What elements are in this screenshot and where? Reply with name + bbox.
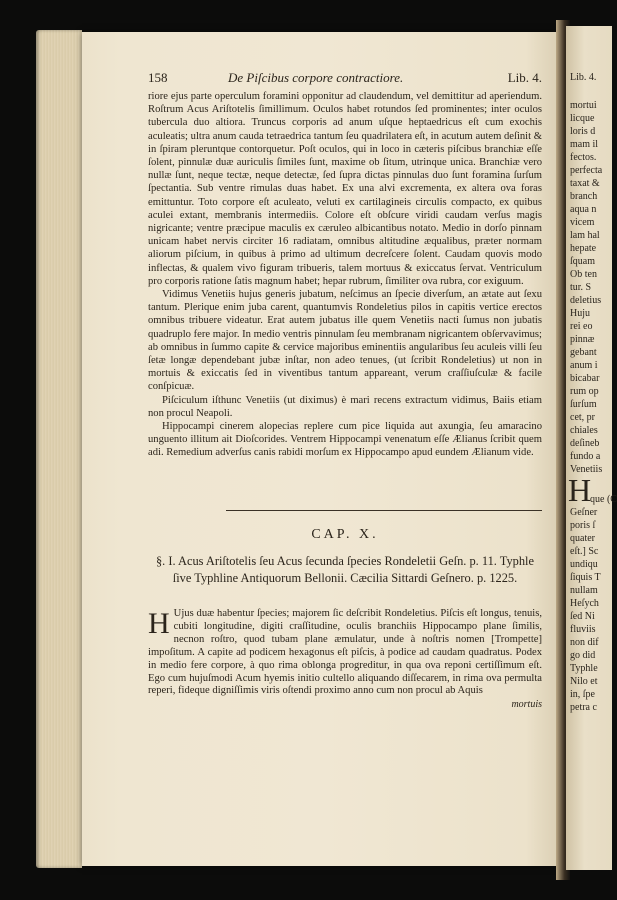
paragraph: riore ejus parte operculum foramini opponitur ad claudendum, vel demittitur ad aperiendum. Roſtrum Acus Ariſtotelis ſimillimum. Oculos habet rotundos ſed prominentes; inter oculos tubercula duo altiora. Truncus corporis ad anum uſque heptaedricus eſt cum exochis aculeatis; ultra anum cauda tetraedrica tantum ſeu quadrilatera eſt, in acutum autem deſinit & in ſpiram pleruntque contorquetur. Poſt oculos, qui in loco in cæteris piſcibus branchiæ eſſe ſolent, pinnulæ duæ auriculis ſimiles ſunt, maxime ob ſitum, utrinque unica. Branchiæ vero nullæ ſunt, neque tectæ, neque detectæ, ſed ſupra dictas pinnulas duo ſunt foramina ſurſum ſpectantia. Sub ventre rimulas duas habet. Ex una alvi excrementa, ex altera ova foras emittuntur. Toto corpore eſt aculeato, veluti ex cartilagineis circulis compacto, ex quibus aculei extant, membranis intermediis. Colore eſt obſcure viridi caudam verſus magis nigricante; ventre præcipue maculis ex cæruleo albicantibus notato. Medio in dorſo pinnam unicam habet nervis circiter 16 radiatam, omnibus altitudine æqualibus, præter normam aliorum piſcium, in quibus à primo ad ultimum decreſcere ſolent. Caudam quovis modo inflectas, & qualem vivo figuram tribueris, talem mortuus & exiccatus ſervat. Ventriculum pro corporis ratione ſatis magnum habet; hepar rubrum, ſimiliter ova rubra, cor exiguum. (148, 91, 542, 287)
facing-line: nullam (570, 585, 598, 596)
facing-line: fundo a (570, 451, 601, 462)
facing-line: que (C (590, 494, 617, 505)
facing-line: deletius (570, 295, 602, 306)
facing-line: mam il (570, 139, 599, 150)
facing-line: licque (570, 113, 595, 124)
facing-line: non dif (570, 637, 599, 648)
section-rule (226, 510, 542, 511)
facing-line: rum op (570, 386, 599, 397)
facing-line: vicem (570, 217, 595, 228)
page-edges (36, 30, 82, 868)
chapter-subheading: §. I. Acus Ariſtotelis ſeu Acus ſecunda ſpecies Rondeletii Geſn. p. 11. Typhle ſive Typhline Antiquorum Bellonii. Cæcilia Sittardi Geſnero. p. 1225. (155, 554, 534, 585)
facing-line: fluviis (570, 624, 596, 635)
drop-cap: H (148, 607, 170, 640)
running-title: De Piſcibus corpore contractiore. (228, 70, 404, 85)
facing-drop-cap: H (568, 472, 592, 508)
facing-line: ſquam (570, 256, 595, 267)
page-number: 158 (148, 70, 168, 85)
facing-line: eſt.] Sc (570, 546, 599, 557)
facing-line: in, ſpe (570, 689, 595, 700)
facing-line: anum i (570, 360, 598, 371)
facing-line: petra c (570, 702, 597, 713)
facing-line: tur. S (570, 282, 592, 293)
facing-line: mortui (570, 100, 597, 111)
facing-line: ſiquis T (570, 572, 601, 583)
facing-line: gebant (570, 347, 597, 358)
facing-line: ſurſum (570, 399, 597, 410)
facing-line: lam hal (570, 230, 600, 241)
facing-line: rei eo (570, 321, 593, 332)
chapter-title: CAP. X. (311, 527, 379, 542)
facing-line: Huju (570, 308, 590, 319)
paragraph: Vidimus Venetiis hujus generis jubatum, neſcimus an ſpecie diverſum, an ætate aut ſexu tantum. Plerique enim juba carent, quantumvis Rondeletius pilos in capitis vertice erectos omnibus tribuere videatur. Erat autem jubatus ille quem Venetiis nacti ſumus non jubatis quadruplo fere major. In medio ventris pinnulam ſeu membranam nigricantem obſervavimus; ab omnibus in ſummo capite & cervice majoribus eminentiis angularibus ſeu aculeis villi ſeu ſetæ longæ dependebant jubæ inſtar, non adeo tenues, (ut ſcribit Rondeletius) ut non in mortuis & exiccatis ſed in viventibus tantum appareant, verum craſſiuſculæ & facile conſpicuæ. (148, 289, 542, 393)
facing-line: pinnæ (570, 334, 595, 345)
facing-line: Heſych (570, 598, 599, 609)
facing-line: Ob ten (570, 269, 597, 280)
facing-line: perfecta (570, 165, 603, 176)
paragraph: Hippocampi cinerem alopecias replere cum pice liquida aut axungia, ſeu amaracino unguento illitum ait Dioſcorides. Ventrem Hippocampi venenatum eſſe Ælianus ſcribit quem adi. Remedium adverſus canis rabidi morſum ex Hippocampo apud eundem Ælianum vide. (148, 421, 542, 459)
chapter-paragraph (148, 607, 542, 711)
book-label: Lib. 4. (507, 70, 542, 85)
facing-line: hepate (570, 243, 597, 254)
facing-line: branch (570, 191, 598, 202)
facing-line: loris d (570, 126, 596, 137)
paragraph: Piſciculum iſthunc Venetiis (ut diximus) è mari recens extractum vidimus, Baiis etiam non procul Neapoli. (148, 394, 542, 419)
facing-line: go did (570, 650, 596, 661)
facing-line: Venetiis (570, 464, 603, 475)
facing-page (566, 26, 617, 870)
facing-line: quater (570, 533, 595, 544)
page-header (148, 70, 542, 86)
facing-line: ſed Ni (570, 611, 595, 622)
facing-line: Geſner (570, 507, 598, 518)
catchword: mortuis (511, 699, 542, 711)
facing-line: Nilo et (570, 676, 598, 687)
facing-line: poris ſ (570, 520, 596, 531)
facing-line: undiqu (570, 559, 598, 570)
paragraph-text: Ujus duæ habentur ſpecies; majorem ſic deſcribit Rondeletius. Piſcis eſt longus, tenuis, cubiti longitudine, digiti craſſitudine, oculis branchiis Hippocampo plane ſimilis, necnon roſtro, quod tubam plane æmulatur, unde à noſtris nomen [Trompette] impoſitum. A capite ad podicem hexagonus eſt piſcis, à podice ad caudam quadratus. Podex in medio fere corpore, à quo rima oblonga progreditur, in qua ova reponi certiſſimum eſt. Ego cum hujuſmodi Acum hyemis initio cultello aliquando diſſecarem, in rima ova permulta reperi, fideque digniſſimis viris oſtendi proximo anno cum non procul ab Aquis (148, 608, 542, 697)
facing-line: fectos. (570, 152, 597, 163)
facing-line: deſineb (570, 438, 600, 449)
facing-line: aqua n (570, 204, 597, 215)
facing-line: Typhle (570, 663, 598, 674)
facing-line: taxat & (570, 178, 600, 189)
facing-line: cet, pr (570, 412, 595, 423)
facing-line: bicabar (570, 373, 600, 384)
facing-line: Lib. 4. (570, 72, 597, 83)
body-text (148, 90, 542, 460)
facing-line: chiales (570, 425, 598, 436)
